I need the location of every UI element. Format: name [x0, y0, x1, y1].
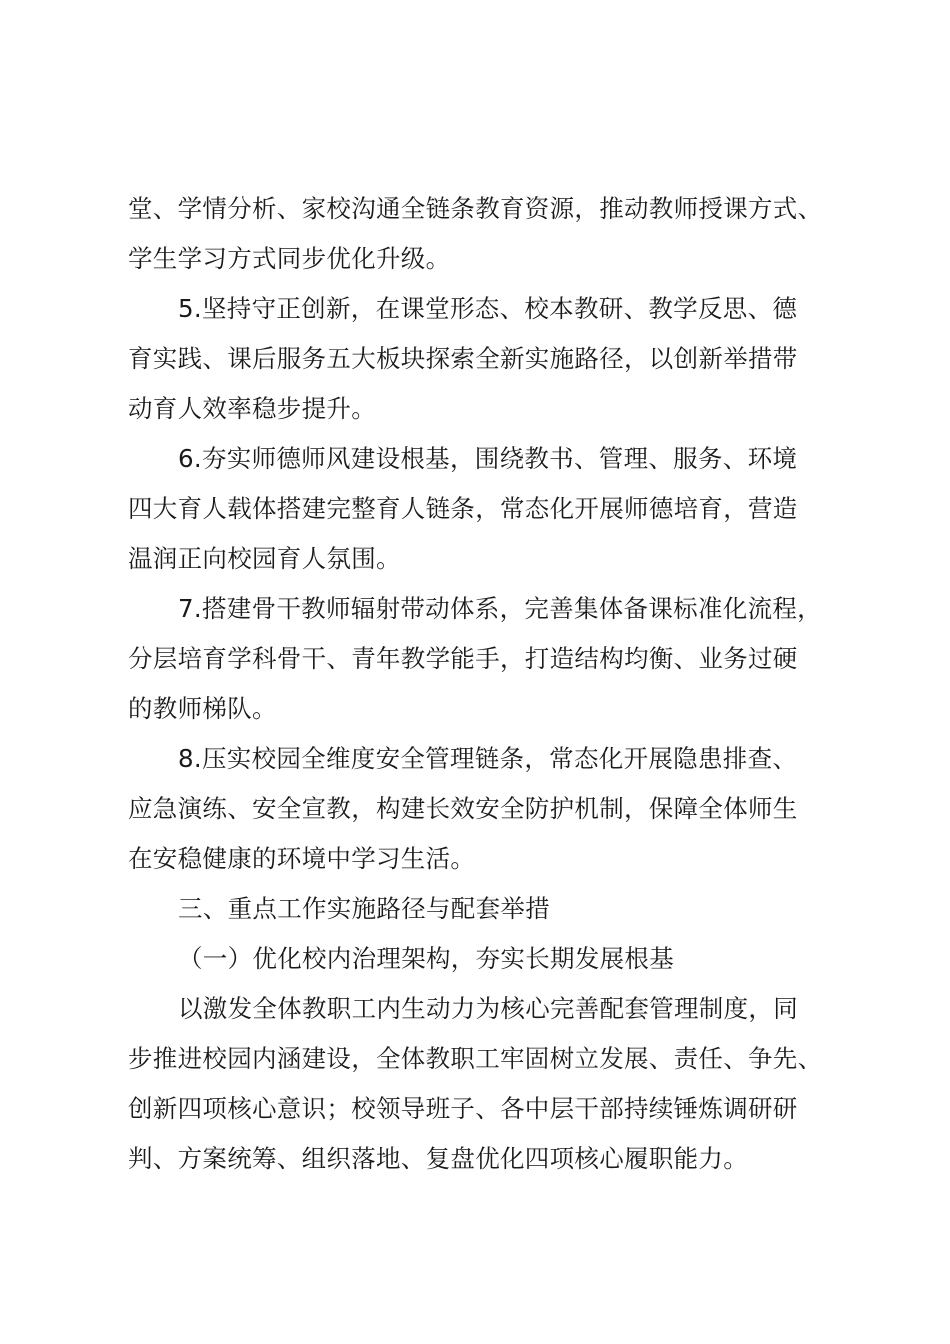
text-line: 创新四项核心意识；校领导班子、各中层干部持续锤炼调研研 [128, 1094, 798, 1123]
document-body [128, 184, 828, 1184]
subsection-heading [128, 934, 828, 984]
paragraph-item-7 [128, 584, 828, 734]
text-line: 在安稳健康的环境中学习生活。 [128, 844, 476, 873]
heading-line: 三、重点工作实施路径与配套举措 [178, 894, 550, 923]
paragraph-item-6 [128, 434, 828, 584]
heading-line: （一）优化校内治理架构，夯实长期发展根基 [178, 944, 674, 973]
text-line: 堂、学情分析、家校沟通全链条教育资源，推动教师授课方式、 [128, 194, 823, 223]
text-line: 8.压实校园全维度安全管理链条，常态化开展隐患排查、 [178, 744, 798, 773]
text-line: 7.搭建骨干教师辐射带动体系，完善集体备课标准化流程， [178, 594, 822, 623]
text-line: 温润正向校园育人氛围。 [128, 544, 401, 573]
text-line: 育实践、课后服务五大板块探索全新实施路径，以创新举措带 [128, 344, 798, 373]
text-line: 5.坚持守正创新，在课堂形态、校本教研、教学反思、德 [178, 294, 798, 323]
text-line: 分层培育学科骨干、青年教学能手，打造结构均衡、业务过硬 [128, 644, 798, 673]
text-line: 动育人效率稳步提升。 [128, 394, 376, 423]
text-line: 应急演练、安全宣教，构建长效安全防护机制，保障全体师生 [128, 794, 798, 823]
text-line: 6.夯实师德师风建设根基，围绕教书、管理、服务、环境 [178, 444, 798, 473]
text-line: 学生学习方式同步优化升级。 [128, 244, 451, 273]
paragraph-item-5 [128, 284, 828, 434]
text-line: 判、方案统筹、组织落地、复盘优化四项核心履职能力。 [128, 1144, 748, 1173]
section-heading [128, 884, 828, 934]
text-line: 以激发全体教职工内生动力为核心完善配套管理制度，同 [178, 994, 798, 1023]
paragraph-continuation [128, 184, 828, 284]
text-line: 的教师梯队。 [128, 694, 277, 723]
paragraph-item-8 [128, 734, 828, 884]
text-line: 四大育人载体搭建完整育人链条，常态化开展师德培育，营造 [128, 494, 798, 523]
text-line: 步推进校园内涵建设，全体教职工牢固树立发展、责任、争先、 [128, 1044, 823, 1073]
paragraph-subsection-body [128, 984, 828, 1184]
